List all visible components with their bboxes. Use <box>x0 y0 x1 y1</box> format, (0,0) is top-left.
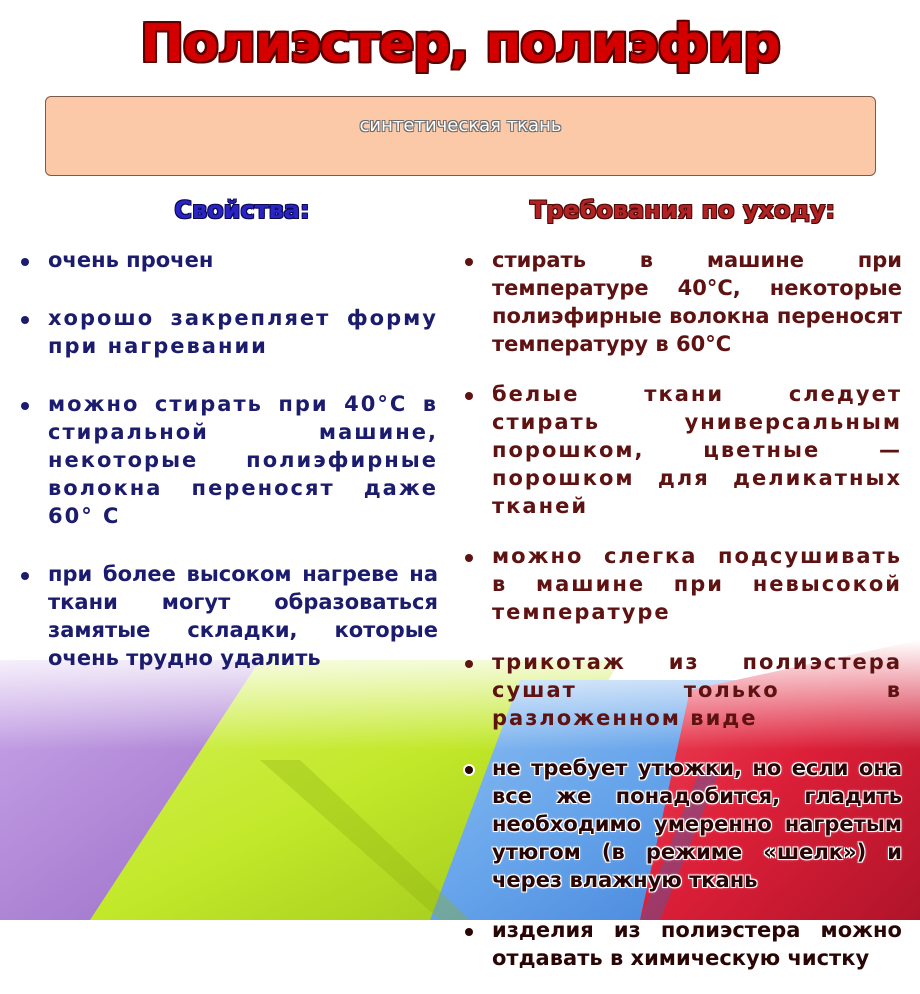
bullet-icon <box>21 402 29 410</box>
properties-list <box>18 246 438 702</box>
list-item: изделия из полиэстера можно отдавать в химическую чистку <box>462 916 902 972</box>
bullet-icon <box>465 766 473 774</box>
list-item: трикотаж из полиэстера сушат только в разложенном виде <box>462 648 902 732</box>
care-list <box>462 246 902 994</box>
list-item: не требует утюжки, но если она все же понадобится, гладить необходимо умеренно нагретым утюгом (в режиме «шелк») и через влажную ткань <box>462 754 902 894</box>
bullet-icon <box>465 258 473 266</box>
bullet-icon <box>465 660 473 668</box>
list-item: при более высоком нагреве на ткани могут образоваться замятые складки, которые очень трудно удалить <box>18 560 438 672</box>
bullet-icon <box>465 928 473 936</box>
list-item: очень прочен <box>18 246 438 274</box>
subtitle-box <box>45 96 876 176</box>
list-item: можно слегка подсушивать в машине при невысокой температуре <box>462 542 902 626</box>
bullet-icon <box>465 554 473 562</box>
bullet-icon <box>465 392 473 400</box>
list-item: белые ткани следует стирать универсальным порошком, цветные — порошком для деликатных тканей <box>462 380 902 520</box>
bullet-icon <box>21 258 29 266</box>
bullet-icon <box>21 572 29 580</box>
properties-heading: Свойства: <box>174 196 310 224</box>
bullet-icon <box>21 316 29 324</box>
page-title: Полиэстер, полиэфир <box>140 14 780 74</box>
list-item: можно стирать при 40°С в стиральной машине, некоторые полиэфирные волокна переносят даже 60° С <box>18 390 438 530</box>
list-item: хорошо закрепляет форму при нагревании <box>18 304 438 360</box>
care-heading: Требования по уходу: <box>529 196 836 224</box>
list-item: стирать в машине при температуре 40°С, некоторые полиэфирные волокна переносят температуру в 60°С <box>462 246 902 358</box>
subtitle: синтетическая ткань <box>359 115 562 136</box>
